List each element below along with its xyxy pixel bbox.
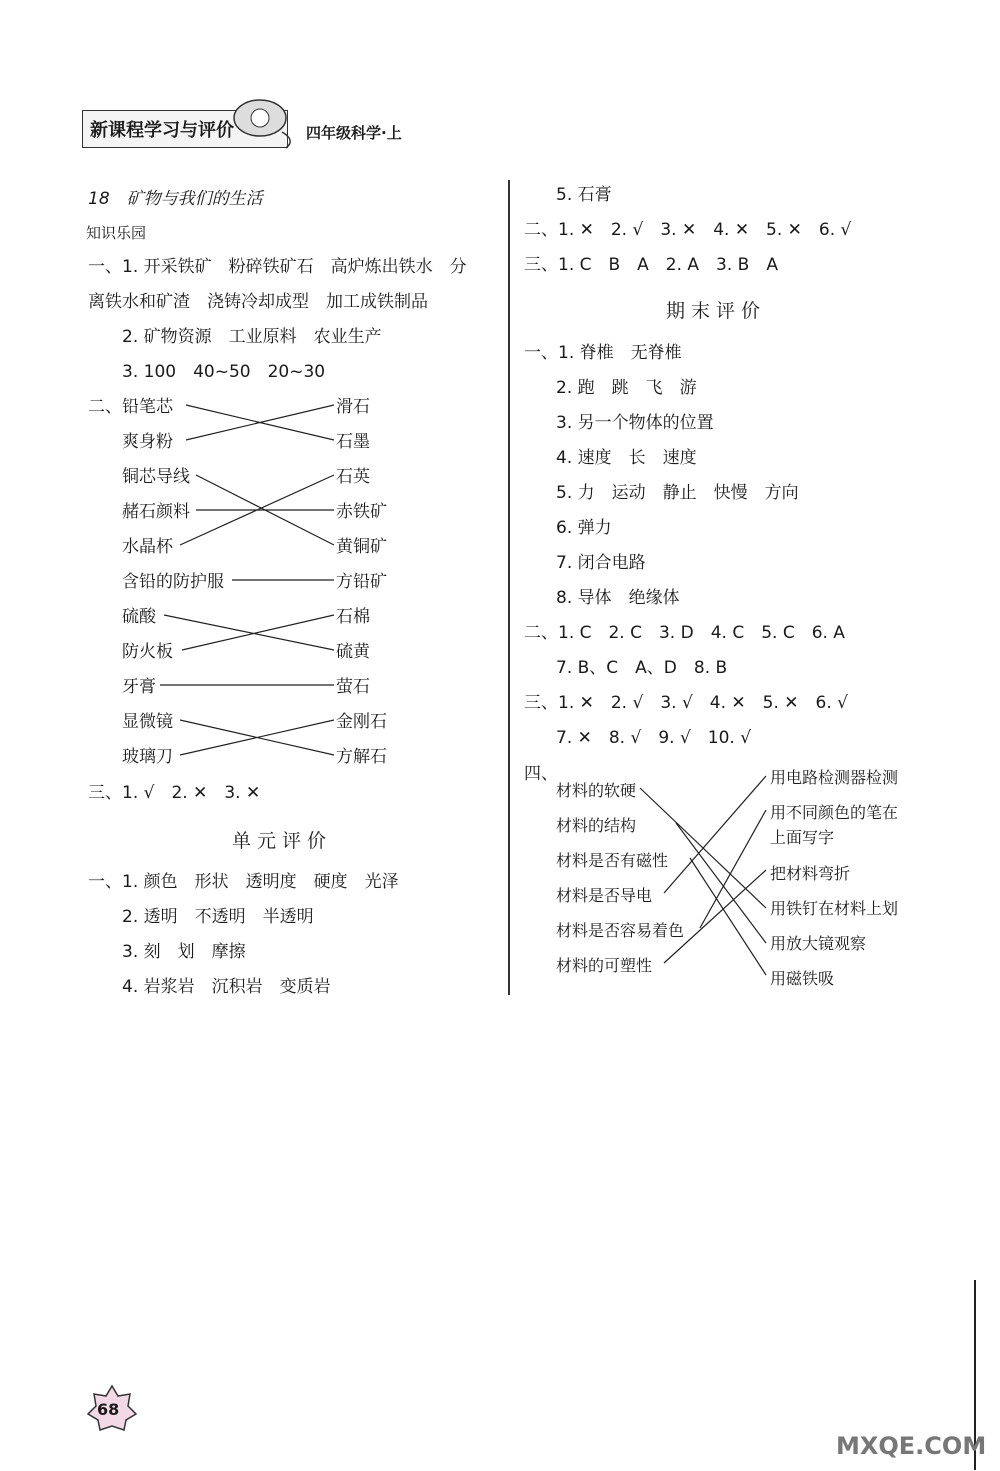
match-left-item: 水晶杯 — [122, 537, 173, 557]
answer-line: 7. ✕ 8. √ 9. √ 10. √ — [556, 728, 752, 748]
match-left-item: 材料是否容易着色 — [556, 921, 685, 940]
answer-line: 4. 岩浆岩 沉积岩 变质岩 — [122, 977, 331, 997]
final-evaluation-title: 期末评价 — [666, 300, 767, 322]
watermark: MXQE.COM — [836, 1432, 987, 1460]
match-left-item: 含铅的防护服 — [122, 572, 224, 592]
answer-line: 3. 刻 划 摩擦 — [122, 942, 246, 962]
match-right-item: 方解石 — [336, 747, 387, 767]
answer-line: 二、1. C 2. C 3. D 4. C 5. C 6. A — [524, 623, 845, 643]
match-left-item: 铜芯导线 — [122, 467, 190, 487]
match-left-item: 牙膏 — [122, 677, 156, 697]
match-left-item: 爽身粉 — [122, 432, 173, 452]
match-right-item: 用电路检测器检测 — [770, 768, 899, 787]
match-right-item: 萤石 — [336, 677, 370, 697]
answer-line: 4. 速度 长 速度 — [556, 448, 697, 468]
match-right-item: 用不同颜色的笔在 — [770, 803, 899, 822]
answer-line: 三、1. √ 2. ✕ 3. ✕ — [88, 783, 261, 803]
match-line — [690, 858, 766, 975]
answer-line: 6. 弹力 — [556, 518, 612, 538]
answer-line: 2. 矿物资源 工业原料 农业生产 — [122, 327, 382, 347]
match-left-item: 材料的软硬 — [556, 781, 637, 800]
answer-line: 5. 石膏 — [556, 185, 612, 205]
answer-line: 一、1. 脊椎 无脊椎 — [524, 343, 682, 363]
answer-line: 三、1. ✕ 2. √ 3. √ 4. ✕ 5. ✕ 6. √ — [524, 693, 848, 713]
match-left-item: 硫酸 — [122, 607, 156, 627]
match-left-item: 材料是否有磁性 — [556, 851, 669, 870]
answer-line: 二、1. ✕ 2. √ 3. ✕ 4. ✕ 5. ✕ 6. √ — [524, 220, 852, 240]
book-title: 新课程学习与评价 — [90, 120, 234, 141]
answer-line: 8. 导体 绝缘体 — [556, 588, 680, 608]
unit-evaluation-title: 单元评价 — [232, 830, 333, 852]
question-label: 四、 — [524, 764, 558, 784]
answer-line: 2. 透明 不透明 半透明 — [122, 907, 314, 927]
match-right-item: 滑石 — [336, 397, 370, 417]
page-number: 68 — [97, 1400, 120, 1419]
answer-line: 离铁水和矿渣 浇铸冷却成型 加工成铁制品 — [88, 292, 428, 312]
match-right-item: 黄铜矿 — [336, 537, 387, 557]
match-right-item: 把材料弯折 — [770, 864, 851, 883]
answer-line: 2. 跑 跳 飞 游 — [556, 378, 697, 398]
match-right-item: 石墨 — [336, 432, 370, 452]
match-line — [664, 870, 766, 963]
match-left-item: 赭石颜料 — [122, 502, 190, 522]
match-right-item: 赤铁矿 — [336, 502, 387, 522]
match-left-item: 材料的可塑性 — [556, 956, 653, 975]
answer-line: 一、1. 颜色 形状 透明度 硬度 光泽 — [88, 872, 399, 892]
match-right-item: 石棉 — [336, 607, 370, 627]
answer-line: 5. 力 运动 静止 快慢 方向 — [556, 483, 799, 503]
answer-line: 7. 闭合电路 — [556, 553, 646, 573]
grade-subject: 四年级科学·上 — [306, 124, 402, 142]
match-right-item: 方铅矿 — [336, 572, 387, 592]
match-line — [164, 615, 334, 650]
answer-line: 一、1. 开采铁矿 粉碎铁矿石 高炉炼出铁水 分 — [88, 257, 467, 277]
section-title: 18 矿物与我们的生活 — [88, 189, 263, 209]
answer-line: 7. B、C A、D 8. B — [556, 658, 728, 678]
question-label: 二、 — [88, 397, 122, 417]
match-left-item: 玻璃刀 — [122, 747, 173, 767]
match-right-item: 用磁铁吸 — [770, 969, 835, 988]
match-right-item: 金刚石 — [336, 712, 387, 732]
match-left-item: 显微镜 — [122, 712, 173, 732]
match-right-item: 硫黄 — [336, 642, 370, 662]
answer-line: 3. 另一个物体的位置 — [556, 413, 714, 433]
match-right-item: 用铁钉在材料上划 — [770, 899, 899, 918]
match-right-item: 用放大镜观察 — [770, 934, 867, 953]
answer-line: 3. 100 40~50 20~30 — [122, 362, 326, 382]
match-left-item: 材料是否导电 — [556, 886, 653, 905]
match-right-item: 石英 — [336, 467, 370, 487]
match-left-item: 材料的结构 — [556, 816, 637, 835]
match-left-item: 防火板 — [122, 642, 173, 662]
match-left-item: 铅笔芯 — [122, 397, 173, 417]
answer-line: 三、1. C B A 2. A 3. B A — [524, 255, 778, 275]
subhead: 知识乐园 — [86, 224, 147, 242]
match-right-item: 上面写字 — [770, 828, 835, 847]
